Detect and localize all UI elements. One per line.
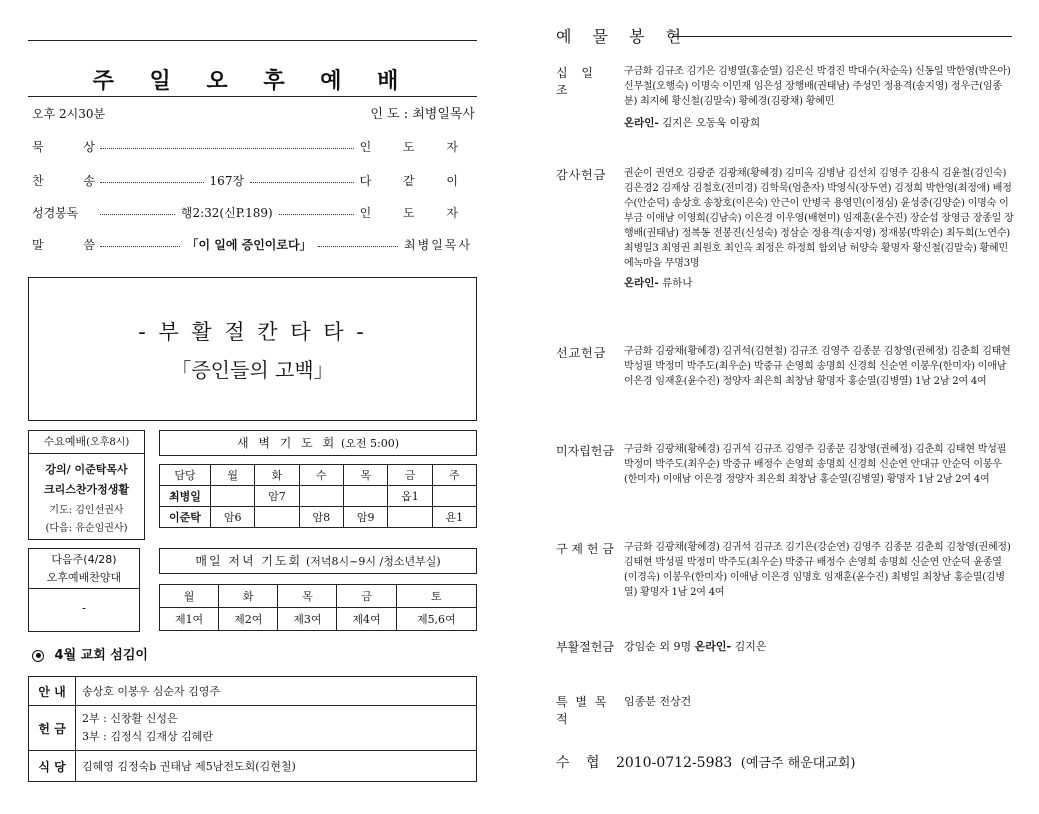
evening-prayer-header — [159, 548, 477, 574]
order-label: 성경봉독 — [32, 206, 79, 220]
next-week-choir: - — [81, 601, 87, 615]
dot-leader — [100, 182, 204, 183]
table-row — [160, 608, 477, 631]
offering-names: 권순이 권연오 김광준 김광채(황혜경) 김미옥 김병남 김선치 김영주 김용식 김윤철(김인숙) 김은경2 김재상 김철호(전미경) 김학묵(엄춘자) 박영식(장두연) 김정희 박한영(최정애) 배정수(안순덕) 송상호 송창호(이은숙) 안근이 안병국 용영민(이정심) 윤성중(김양순) 이명숙 이부금 이애남 이영희(김남숙) 이은경 이우영(배현미) 임재훈(윤수진) 장순섭 장영금 장종일 장행배(권태남) 정복동 전봉진(신성숙) 정삼순 정용격(송지영) 정재봉(박위순) 최두희(노연수) 최병일3 최영권 최원호 최인옥 최정은 하정희 함외남 허양숙 황명자 황신철(김말숙) 황혜민 에녹마을 무명3명 — [624, 168, 1014, 269]
evening-header-cell: 화 — [219, 585, 278, 608]
serve-label: 헌 금 — [29, 706, 76, 751]
evening-header-row — [160, 585, 477, 608]
dawn-header-cell: 화 — [255, 465, 299, 486]
dawn-header-cell: 수 — [299, 465, 343, 486]
cantata-subtitle: 「증인들의 고백」 — [171, 358, 334, 382]
service-leader: 인 도 : 최병일목사 — [370, 107, 475, 122]
sermon-title: 「이 일에 증인이로다」 — [186, 238, 312, 252]
order-label: 말 씀 — [32, 238, 113, 252]
order-right: 다 같 이 — [359, 174, 472, 188]
service-time: 오후 2시30분 — [32, 107, 106, 121]
offering-label: 부활절헌금 — [556, 640, 614, 654]
table-row — [160, 486, 477, 507]
serve-table — [28, 676, 477, 782]
table-cell — [211, 486, 255, 507]
order-middle: 행2:32(신P.189) — [180, 206, 273, 220]
offering-label: 구 제 헌 금 — [556, 542, 614, 556]
wednesday-prayer: 기도: 김인선권사 — [49, 505, 124, 516]
offering-block-mission — [624, 344, 1014, 389]
table-cell: 이준탁 — [160, 507, 211, 528]
offering-names: 구금화 김광채(황혜경) 김귀석 김규조 김영주 김종문 김창영(권혜정) 김춘희 김태현 박성필 박정미 박주도(최우순) 박중규 배정수 손영희 송명희 신경희 신순연 안대규 안순덕 이봉우(한미자) 이애남 이은경 정양자 최은희 최창남 홍순열(김병열) 황명자 1남 2남 2여 4여 — [624, 444, 1007, 485]
dawn-header-row — [160, 465, 477, 486]
evening-header-cell: 월 — [160, 585, 219, 608]
online-label: 온라인- — [694, 640, 732, 653]
offering-label: 선교헌금 — [556, 346, 607, 360]
table-row — [160, 507, 477, 528]
table-cell: 제3여 — [278, 608, 337, 631]
serve-heading — [32, 644, 148, 663]
table-row — [29, 751, 477, 782]
table-cell — [432, 486, 476, 507]
order-middle: 167장 — [209, 174, 245, 188]
evening-header-cell: 목 — [278, 585, 337, 608]
table-cell: 제4여 — [337, 608, 396, 631]
dawn-header-cell: 주 — [432, 465, 476, 486]
wednesday-lecture: 강의/ 이준탁목사 — [45, 463, 128, 476]
next-week-date: 다음주(4/28) — [51, 553, 117, 566]
order-right: 인 도 자 — [359, 140, 472, 154]
order-right: 인 도 자 — [359, 206, 472, 220]
offering-label: 미자립헌금 — [556, 444, 614, 458]
table-row — [29, 706, 477, 751]
dot-leader — [318, 246, 398, 247]
dawn-header-cell: 담당 — [160, 465, 211, 486]
evening-header-cell: 토 — [396, 585, 476, 608]
next-week-header — [29, 549, 139, 589]
dawn-header-cell: 목 — [343, 465, 387, 486]
bank-account — [556, 752, 856, 772]
serve-label: 식 당 — [29, 751, 76, 782]
offering-block-relief — [624, 540, 1014, 600]
offering-names: 구금화 김규조 김기은 김병열(홍순열) 김은신 박경진 박대수(차순옥) 신동일 박한영(박은아) 신무철(오행숙) 이명숙 이민재 임은성 장행배(권태남) 주성민 정용격(송지영) 정우근(임종분) 최지혜 황신철(김말숙) 황혜경(김광채) 황혜민 — [624, 66, 1011, 107]
offering-names: 구금화 김광채(황혜경) 김귀석 김규조 김기은(강순연) 김영주 김종문 김춘희 김창영(권혜정) 김태현 박성필 박정미 박주도(최우순) 박중규 배정수 손영희 송명희 신순연 안순덕 윤종열(이경옥) 이봉우(한미자) 이애남 이은경 임명호 임재훈(윤수진) 최병일 최창남 홍순열(김병열) 황명자 1남 2여 4여 — [624, 542, 1011, 598]
dawn-header-cell: 월 — [211, 465, 255, 486]
serve-names: 3부 : 김정식 김재상 김혜란 — [82, 730, 213, 743]
offering-title-rule — [672, 36, 1012, 37]
dot-leader — [100, 214, 175, 215]
table-cell — [299, 486, 343, 507]
table-cell: 최병일 — [160, 486, 211, 507]
table-cell: 암7 — [255, 486, 299, 507]
order-row-hymn — [32, 172, 472, 189]
serve-names: 송상호 이봉우 심순자 김영주 — [76, 677, 477, 706]
order-row-sermon — [32, 236, 472, 253]
easter-names: 강임순 외 9명 — [624, 640, 695, 653]
offering-block-easter — [624, 638, 766, 654]
top-rule — [28, 40, 477, 41]
table-cell: 욘1 — [432, 507, 476, 528]
serve-title: 4월 교회 섬김이 — [54, 648, 148, 663]
offering-block-support — [624, 442, 1014, 487]
offering-label: 십 일 조 — [556, 66, 598, 97]
wednesday-header — [29, 431, 144, 454]
account-number: 2010-0712-5983 — [615, 755, 733, 771]
dawn-prayer-header — [159, 430, 477, 456]
online-names: 김지은 — [731, 640, 767, 653]
order-label: 찬 송 — [32, 174, 113, 188]
wednesday-box — [28, 430, 145, 540]
dot-leader — [100, 148, 354, 149]
order-row-meditation — [32, 138, 472, 155]
order-right: 최병일목사 — [404, 238, 472, 252]
cantata-box — [28, 277, 477, 421]
evening-title: 매일 저녁 기도회 — [195, 554, 303, 568]
offering-names: 구금화 김광채(황혜경) 김귀석(김현철) 김규조 김영주 김종문 김창영(권혜정) 김춘희 김태현 박성필 박정미 박주도(최우순) 박중규 손영희 송명희 신경희 신순연 이봉우(한미자) 이애남 이은경 임재훈(윤수진) 정양자 최은희 최창남 황명자 홍순열(김병열) 1남 2남 2여 4여 — [624, 346, 1011, 387]
next-week-choir-label: 오후예배찬양대 — [46, 571, 122, 584]
online-names: 류하나 — [658, 277, 693, 289]
table-cell — [388, 507, 432, 528]
next-week-box — [28, 548, 140, 632]
order-label: 묵 상 — [32, 140, 113, 154]
offering-block-thanks — [624, 166, 1014, 290]
wednesday-time: (오후8시) — [86, 437, 130, 448]
table-cell: 제2여 — [219, 608, 278, 631]
dawn-header-cell: 금 — [388, 465, 432, 486]
dawn-time: (오전 5:00) — [341, 437, 400, 450]
account-holder: (예금주 해운대교회) — [740, 756, 856, 771]
serve-label: 안 내 — [29, 677, 76, 706]
serve-names: 김혜영 김정숙b 권태남 제5남전도회(김현철) — [76, 751, 477, 782]
bullet-icon — [32, 650, 44, 662]
wednesday-topic: 크리스찬가정생활 — [43, 483, 129, 496]
table-cell: 제1여 — [160, 608, 219, 631]
service-title: 주 일 오 후 예 배 — [92, 69, 413, 94]
dot-leader — [250, 182, 354, 183]
dawn-title: 새 벽 기 도 회 — [236, 436, 338, 450]
offering-title: 예 물 봉 헌 — [556, 27, 690, 46]
dot-leader — [279, 214, 354, 215]
table-cell — [343, 486, 387, 507]
online-label: 온라인- — [624, 117, 659, 129]
online-names: 김지은 오동욱 이광희 — [658, 117, 761, 129]
dot-leader — [100, 246, 180, 247]
table-cell — [255, 507, 299, 528]
table-cell: 암6 — [211, 507, 255, 528]
special-names: 임종분 전상건 — [624, 695, 692, 708]
serve-names-cell — [76, 706, 477, 751]
table-cell: 암8 — [299, 507, 343, 528]
evening-schedule-table — [159, 584, 477, 631]
online-label: 온라인- — [624, 277, 659, 289]
title-rule — [28, 96, 477, 97]
table-row — [29, 677, 477, 706]
order-row-scripture — [32, 204, 472, 221]
table-cell: 제5,6여 — [396, 608, 476, 631]
evening-time: (저녁8시~9시 /청소년부실) — [305, 555, 441, 568]
bank-name: 수 협 — [556, 755, 606, 771]
table-cell: 암9 — [343, 507, 387, 528]
wednesday-next: (다음: 유순임권사) — [45, 523, 128, 534]
wednesday-title: 수요예배 — [43, 435, 87, 448]
offering-block-tithe — [624, 64, 1014, 130]
offering-label: 특 별 목 적 — [556, 695, 609, 726]
cantata-title: - 부 활 절 칸 타 타 - — [138, 320, 367, 344]
dawn-schedule-table — [159, 464, 477, 528]
serve-names: 2부 : 신창활 신성은 — [82, 712, 178, 725]
evening-header-cell: 금 — [337, 585, 396, 608]
offering-label: 감사헌금 — [556, 168, 607, 182]
table-cell: 옵1 — [388, 486, 432, 507]
